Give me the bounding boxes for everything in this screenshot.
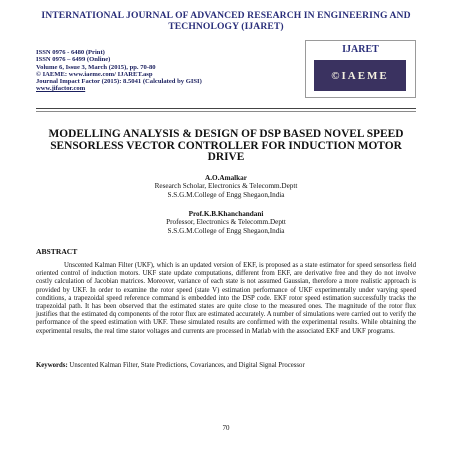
author-block: [36, 210, 416, 235]
abstract-text: Unscented Kalman Filter (UKF), which is an updated version of EKF, is proposed as a state estimator for speed sensorless field oriented control of induction motors. UKF state update computations, different from EKF, are derivative free and they do not involve costly calculation of Jacobian matrices. Moreover, variance of each state is not assumed Gaussian, therefore a more realistic approach is provided by UKF. In order to examine the rotor speed (state V) estimation performance of UKF experimentally under varying speed conditions, a trapezoidal speed reference command is embedded into the DSP code. EKF rotor speed estimation successfully tracks the trapezoidal path. It has been observed that the estimated states are quite close to the measured ones. The magnitude of the rotor flux justifies that the estimated dq components of the rotor flux are estimated accurately. A number of simulations were carried out to verify the performance of the speed estimation with UKF. These simulated results are confirmed with the experimental results. While obtaining the experimental results, the real time stator voltages and currents are processed in Matlab with the associated EKF and UKF programs.: [36, 262, 416, 335]
volume-issue: Volume 6, Issue 3, March (2015), pp. 70-80: [36, 63, 156, 71]
author-name: Prof.K.B.Khanchandani: [188, 210, 264, 218]
keywords: [36, 362, 416, 370]
issn-online: ISSN 0976 – 6499 (Online): [36, 56, 111, 64]
journal-badge: [305, 40, 416, 98]
author-affiliation: S.S.G.M.College of Engg Shegaon,India: [167, 190, 285, 199]
journal-title: INTERNATIONAL JOURNAL OF ADVANCED RESEARCH IN ENGINEERING AND TECHNOLOGY (IJARET): [41, 10, 411, 32]
header-divider-secondary: [36, 111, 416, 112]
iaeme-logo: ©IAEME: [314, 60, 406, 91]
header-divider: [36, 108, 416, 109]
paper-title: MODELLING ANALYSIS & DESIGN OF DSP BASED NOVEL SPEED SENSORLESS VECTOR CONTROLLER FOR INDUCTION MOTOR DRIVE: [48, 128, 404, 164]
keywords-label: Keywords:: [36, 362, 68, 369]
keywords-list: Unscented Kalman Filter, State Predictions, Covariances, and Digital Signal Processor: [67, 362, 305, 369]
journal-website-line[interactable]: © IAEME: www.iaeme.com/ IJARET.asp: [36, 70, 153, 78]
author-affiliation: Research Scholar, Electronics & Telecomm.Deptt: [154, 182, 298, 191]
author-name: A.O.Amalkar: [205, 174, 247, 182]
author-block: [36, 174, 416, 199]
issn-print: ISSN 0976 - 6480 (Print): [36, 49, 105, 56]
journal-badge-name: IJARET: [342, 44, 379, 55]
jifactor-link[interactable]: www.jifactor.com: [36, 85, 86, 93]
author-affiliation: S.S.G.M.College of Engg Shegaon,India: [167, 226, 285, 235]
author-affiliation: Professor, Electronics & Telecomm.Deptt: [166, 218, 286, 227]
page-number: 70: [222, 424, 230, 432]
abstract-heading: ABSTRACT: [36, 247, 78, 256]
journal-info-block: [36, 49, 296, 93]
impact-factor: Journal Impact Factor (2015): 8.5041 (Calculated by GISI): [36, 78, 202, 86]
